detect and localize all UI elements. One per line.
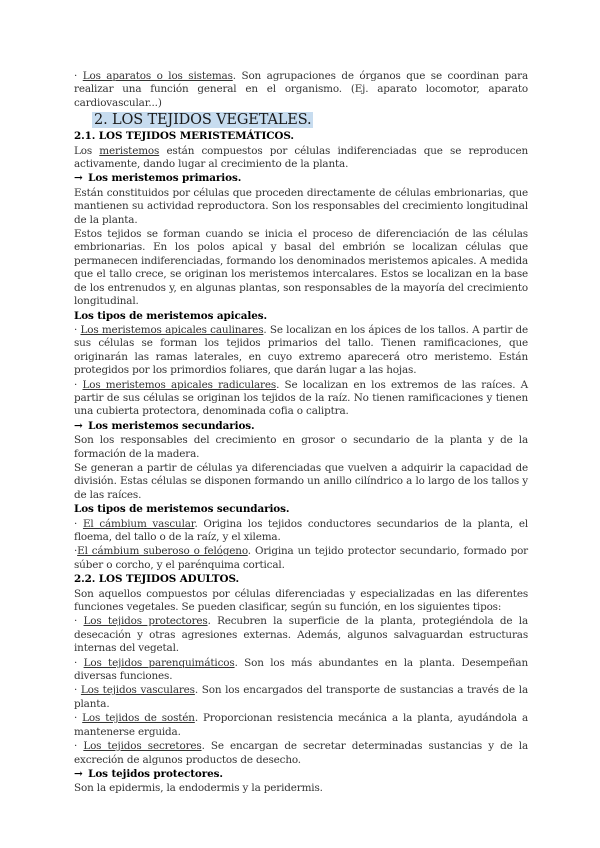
document-page: [74, 70, 528, 796]
list-item: · Los tejidos vasculares. Son los encargados del transporte de sustancias a través de la planta.: [74, 684, 529, 710]
list-item: · Los tejidos de sostén. Proporcionan resistencia mecánica a la planta, ayudándola a mantenerse erguida.: [74, 712, 529, 738]
arrow-right-icon: →: [74, 767, 83, 780]
list-item: ·El cámbium suberoso o felógeno. Origina un tejido protector secundario, formado por súber o corcho, y el parénquima cortical.: [74, 545, 528, 571]
primary-paragraph-1: Están constituidos por células que proceden directamente de células embrionarias, que mantienen su actividad reproductora. Son los responsables del crecimiento longitudinal de la planta.: [74, 186, 528, 226]
primary-paragraph-2: Estos tejidos se forman cuando se inicia el proceso de diferenciación de las células embrionarias. En los polos apical y basal del embrión se localizan células que permanecen indiferenciadas, formando los denominados meristemos apicales. A medida que el tallo crece, se originan los meristemos intercalares. Estos se localizan en la base de los entrenudos y, en algunas plantas, son responsables de la mayoría del crecimiento longitudinal.: [74, 228, 528, 308]
protective-paragraph: Son la epidermis, la endodermis y la peridermis.: [74, 782, 323, 795]
intro-paragraph: · Los aparatos o los sistemas. Son agrupaciones de órganos que se coordinan para realizar una función general en el organismo. (Ej. aparato locomotor, aparato cardiovascular...): [74, 70, 528, 109]
list-item: · Los tejidos secretores. Se encargan de secretar determinadas sustancias y de la excreción de algunos productos de desecho.: [74, 740, 528, 766]
secondary-meristems-heading: → Los meristemos secundarios.: [74, 419, 255, 432]
meristems-term: meristemos: [99, 144, 160, 157]
arrow-right-icon: →: [74, 172, 83, 185]
protective-tissues-heading: → Los tejidos protectores.: [74, 767, 223, 780]
secondary-types-heading: Los tipos de meristemos secundarios.: [74, 503, 290, 516]
meristems-intro: Los meristemos están compuestos por células indiferenciadas que se reproducen activamente, dando lugar al crecimiento de la planta.: [74, 144, 528, 171]
section-title: 2. LOS TEJIDOS VEGETALES.: [94, 112, 312, 129]
subsection-title-adult: 2.2. LOS TEJIDOS ADULTOS.: [74, 573, 240, 586]
list-item: · Los tejidos parenquimáticos. Son los más abundantes en la planta. Desempeñan diversas funciones.: [74, 656, 529, 683]
subsection-title-meristematic: 2.1. LOS TEJIDOS MERISTEMÁTICOS.: [74, 130, 294, 143]
arrow-right-icon: →: [74, 419, 83, 432]
primary-meristems-heading: → Los meristemos primarios.: [74, 172, 242, 185]
secondary-paragraph-1: Son los responsables del crecimiento en grosor o secundario de la planta y de la formación de la madera.: [74, 434, 528, 460]
secondary-paragraph-2: Se generan a partir de células ya diferenciadas que vuelven a adquirir la capacidad de división. Estas células se disponen formando un anillo cilíndrico a lo largo de los tallos y de las raíces.: [74, 461, 528, 501]
adult-intro: Son aquellos compuestos por células diferenciadas y especializadas en las diferentes funciones vegetales. Se pueden clasificar, según su función, en los siguientes tipos:: [74, 587, 528, 614]
list-item: · Los meristemos apicales radiculares. Se localizan en los extremos de las raíces. A partir de sus células se originan los tejidos de la raíz. No tienen ramificaciones y tienen una cubierta protectora, denominada cofia o caliptra.: [74, 378, 528, 418]
apical-types-heading: Los tipos de meristemos apicales.: [74, 309, 268, 322]
intro-term: Los aparatos o los sistemas: [82, 70, 233, 82]
list-item: · Los meristemos apicales caulinares. Se localizan en los ápices de los tallos. A partir de sus células se forman los tejidos primarios del tallo. Tienen ramificaciones, que originarán las ramas laterales, en cuyo extremo aparecerá otro meristemo. Están protegidos por los primordios foliares, que darán lugar a las hojas.: [74, 323, 528, 377]
list-item: · Los tejidos protectores. Recubren la superficie de la planta, protegiéndola de la desecación y otras agresiones externas. Además, algunos salvaguardan estructuras internas del vegetal.: [74, 615, 528, 655]
list-item: · El cámbium vascular. Origina los tejidos conductores secundarios de la planta, el floema, del tallo o de la raíz, y el xilema.: [74, 517, 529, 543]
